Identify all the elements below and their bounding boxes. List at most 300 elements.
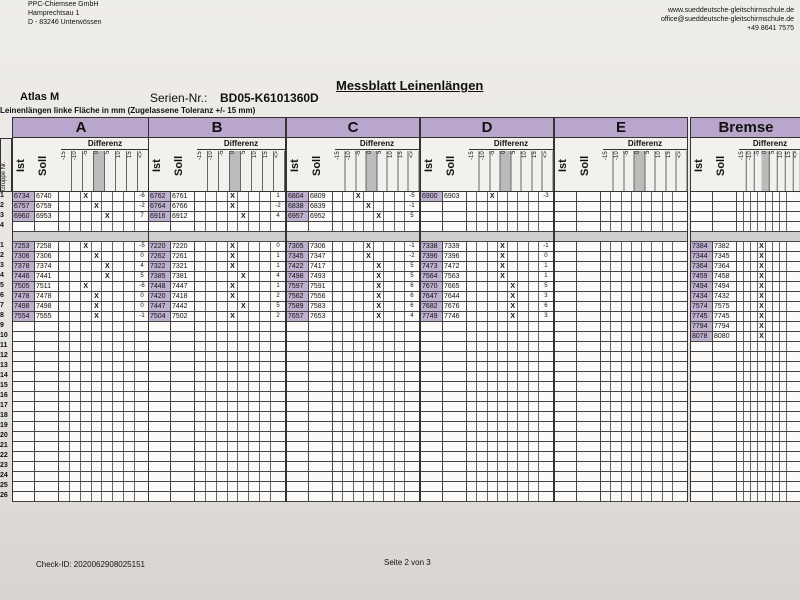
difference-cell[interactable] bbox=[59, 392, 70, 401]
difference-cell[interactable] bbox=[488, 392, 498, 401]
difference-cell[interactable] bbox=[249, 452, 260, 461]
ist-cell[interactable] bbox=[149, 482, 171, 491]
difference-cell[interactable] bbox=[642, 282, 652, 291]
difference-cell[interactable] bbox=[92, 492, 103, 501]
difference-cell[interactable] bbox=[395, 382, 405, 391]
difference-cell[interactable] bbox=[611, 192, 621, 201]
ist-cell[interactable] bbox=[555, 482, 577, 491]
difference-cell[interactable] bbox=[477, 452, 487, 461]
difference-cell[interactable] bbox=[622, 222, 632, 231]
difference-cell[interactable] bbox=[374, 402, 384, 411]
difference-cell[interactable]: X bbox=[508, 282, 518, 291]
difference-cell[interactable] bbox=[488, 312, 498, 321]
difference-cell[interactable] bbox=[744, 462, 751, 471]
soll-cell[interactable]: 7306 bbox=[309, 242, 333, 251]
difference-cell[interactable] bbox=[364, 312, 374, 321]
ist-cell[interactable] bbox=[149, 412, 171, 421]
difference-cell[interactable]: X bbox=[81, 192, 92, 201]
difference-cell[interactable] bbox=[374, 322, 384, 331]
ist-cell[interactable]: 7589 bbox=[287, 302, 309, 311]
difference-cell[interactable] bbox=[498, 212, 508, 221]
difference-cell[interactable] bbox=[70, 372, 81, 381]
difference-cell[interactable] bbox=[663, 492, 673, 501]
difference-cell[interactable] bbox=[354, 282, 364, 291]
soll-cell[interactable] bbox=[713, 352, 737, 361]
difference-cell[interactable] bbox=[518, 412, 528, 421]
ist-cell[interactable] bbox=[555, 362, 577, 371]
difference-cell[interactable] bbox=[773, 222, 780, 231]
difference-cell[interactable] bbox=[238, 452, 249, 461]
difference-cell[interactable] bbox=[228, 322, 239, 331]
difference-cell[interactable] bbox=[395, 222, 405, 231]
soll-cell[interactable] bbox=[171, 472, 195, 481]
difference-cell[interactable]: X bbox=[228, 192, 239, 201]
ist-cell[interactable] bbox=[287, 492, 309, 501]
difference-cell[interactable] bbox=[374, 382, 384, 391]
difference-cell[interactable] bbox=[518, 192, 528, 201]
difference-cell[interactable] bbox=[773, 272, 780, 281]
difference-cell[interactable] bbox=[217, 242, 228, 251]
difference-cell[interactable] bbox=[622, 452, 632, 461]
difference-cell[interactable] bbox=[744, 192, 751, 201]
difference-cell[interactable] bbox=[758, 382, 765, 391]
soll-cell[interactable]: 7665 bbox=[443, 282, 467, 291]
difference-cell[interactable] bbox=[737, 352, 744, 361]
difference-cell[interactable] bbox=[354, 422, 364, 431]
difference-cell[interactable] bbox=[364, 212, 374, 221]
difference-cell[interactable] bbox=[70, 402, 81, 411]
soll-cell[interactable] bbox=[443, 472, 467, 481]
difference-cell[interactable] bbox=[343, 282, 353, 291]
difference-cell[interactable] bbox=[601, 472, 611, 481]
difference-cell[interactable] bbox=[518, 392, 528, 401]
difference-cell[interactable] bbox=[333, 372, 343, 381]
soll-cell[interactable]: 6759 bbox=[35, 202, 59, 211]
difference-cell[interactable] bbox=[249, 222, 260, 231]
difference-cell[interactable] bbox=[333, 202, 343, 211]
difference-cell[interactable] bbox=[217, 312, 228, 321]
difference-cell[interactable] bbox=[195, 282, 206, 291]
difference-cell[interactable] bbox=[488, 352, 498, 361]
ist-cell[interactable] bbox=[691, 402, 713, 411]
difference-cell[interactable] bbox=[518, 312, 528, 321]
difference-cell[interactable] bbox=[652, 452, 662, 461]
difference-cell[interactable] bbox=[260, 492, 271, 501]
difference-cell[interactable] bbox=[467, 462, 477, 471]
difference-cell[interactable] bbox=[529, 412, 539, 421]
difference-cell[interactable] bbox=[384, 392, 394, 401]
soll-cell[interactable]: 7583 bbox=[309, 302, 333, 311]
difference-cell[interactable] bbox=[773, 422, 780, 431]
difference-cell[interactable] bbox=[395, 352, 405, 361]
ist-cell[interactable] bbox=[149, 402, 171, 411]
difference-cell[interactable]: X bbox=[228, 202, 239, 211]
difference-cell[interactable] bbox=[238, 382, 249, 391]
soll-cell[interactable] bbox=[171, 362, 195, 371]
difference-cell[interactable] bbox=[498, 332, 508, 341]
soll-cell[interactable] bbox=[309, 372, 333, 381]
difference-cell[interactable] bbox=[81, 262, 92, 271]
difference-cell[interactable] bbox=[518, 382, 528, 391]
difference-cell[interactable] bbox=[124, 442, 135, 451]
difference-cell[interactable] bbox=[780, 262, 787, 271]
difference-cell[interactable] bbox=[737, 362, 744, 371]
difference-cell[interactable] bbox=[632, 262, 642, 271]
difference-cell[interactable] bbox=[766, 372, 773, 381]
difference-cell[interactable] bbox=[622, 322, 632, 331]
ist-cell[interactable] bbox=[13, 402, 35, 411]
soll-cell[interactable]: 7746 bbox=[443, 312, 467, 321]
difference-cell[interactable] bbox=[467, 292, 477, 301]
soll-cell[interactable] bbox=[577, 302, 601, 311]
difference-cell[interactable] bbox=[206, 252, 217, 261]
soll-cell[interactable] bbox=[309, 322, 333, 331]
difference-cell[interactable] bbox=[529, 452, 539, 461]
ist-cell[interactable]: 6957 bbox=[287, 212, 309, 221]
difference-cell[interactable] bbox=[529, 302, 539, 311]
difference-cell[interactable] bbox=[632, 222, 642, 231]
difference-cell[interactable] bbox=[498, 362, 508, 371]
difference-cell[interactable] bbox=[384, 342, 394, 351]
soll-cell[interactable]: 7644 bbox=[443, 292, 467, 301]
difference-cell[interactable] bbox=[92, 242, 103, 251]
soll-cell[interactable] bbox=[443, 212, 467, 221]
difference-cell[interactable] bbox=[195, 262, 206, 271]
difference-cell[interactable] bbox=[384, 332, 394, 341]
ist-cell[interactable] bbox=[13, 462, 35, 471]
difference-cell[interactable] bbox=[663, 442, 673, 451]
difference-cell[interactable] bbox=[508, 242, 518, 251]
difference-cell[interactable] bbox=[766, 382, 773, 391]
difference-cell[interactable] bbox=[92, 222, 103, 231]
difference-cell[interactable] bbox=[508, 442, 518, 451]
difference-cell[interactable] bbox=[508, 332, 518, 341]
difference-cell[interactable] bbox=[632, 242, 642, 251]
difference-cell[interactable] bbox=[652, 472, 662, 481]
difference-cell[interactable] bbox=[737, 422, 744, 431]
difference-cell[interactable] bbox=[364, 282, 374, 291]
difference-cell[interactable] bbox=[642, 242, 652, 251]
difference-cell[interactable] bbox=[780, 422, 787, 431]
difference-cell[interactable]: X bbox=[228, 312, 239, 321]
difference-cell[interactable] bbox=[228, 332, 239, 341]
difference-cell[interactable] bbox=[395, 412, 405, 421]
difference-cell[interactable]: X bbox=[364, 252, 374, 261]
difference-cell[interactable] bbox=[488, 282, 498, 291]
difference-cell[interactable] bbox=[467, 372, 477, 381]
difference-cell[interactable] bbox=[238, 392, 249, 401]
difference-cell[interactable] bbox=[70, 212, 81, 221]
difference-cell[interactable] bbox=[364, 422, 374, 431]
difference-cell[interactable] bbox=[632, 282, 642, 291]
difference-cell[interactable] bbox=[518, 492, 528, 501]
difference-cell[interactable] bbox=[622, 332, 632, 341]
difference-cell[interactable] bbox=[737, 252, 744, 261]
difference-cell[interactable] bbox=[632, 192, 642, 201]
soll-cell[interactable]: 7653 bbox=[309, 312, 333, 321]
ist-cell[interactable]: 7749 bbox=[421, 312, 443, 321]
difference-cell[interactable] bbox=[488, 262, 498, 271]
difference-cell[interactable] bbox=[217, 492, 228, 501]
ist-cell[interactable] bbox=[555, 412, 577, 421]
ist-cell[interactable] bbox=[555, 192, 577, 201]
ist-cell[interactable] bbox=[421, 332, 443, 341]
ist-cell[interactable] bbox=[149, 322, 171, 331]
difference-cell[interactable] bbox=[518, 332, 528, 341]
difference-cell[interactable] bbox=[384, 202, 394, 211]
ist-cell[interactable] bbox=[149, 392, 171, 401]
difference-cell[interactable] bbox=[113, 272, 124, 281]
difference-cell[interactable] bbox=[113, 442, 124, 451]
difference-cell[interactable] bbox=[663, 422, 673, 431]
difference-cell[interactable] bbox=[529, 262, 539, 271]
difference-cell[interactable] bbox=[374, 342, 384, 351]
difference-cell[interactable] bbox=[663, 192, 673, 201]
soll-cell[interactable] bbox=[309, 382, 333, 391]
ist-cell[interactable] bbox=[13, 452, 35, 461]
difference-cell[interactable] bbox=[498, 472, 508, 481]
ist-cell[interactable] bbox=[13, 482, 35, 491]
ist-cell[interactable] bbox=[421, 362, 443, 371]
difference-cell[interactable] bbox=[498, 222, 508, 231]
difference-cell[interactable] bbox=[333, 422, 343, 431]
difference-cell[interactable] bbox=[780, 302, 787, 311]
difference-cell[interactable]: X bbox=[228, 292, 239, 301]
ist-cell[interactable] bbox=[13, 392, 35, 401]
ist-cell[interactable]: 6804 bbox=[287, 192, 309, 201]
difference-cell[interactable] bbox=[611, 452, 621, 461]
difference-cell[interactable] bbox=[773, 242, 780, 251]
difference-cell[interactable] bbox=[124, 212, 135, 221]
difference-cell[interactable] bbox=[652, 202, 662, 211]
difference-cell[interactable] bbox=[611, 202, 621, 211]
difference-cell[interactable] bbox=[343, 272, 353, 281]
ist-cell[interactable] bbox=[287, 362, 309, 371]
difference-cell[interactable] bbox=[195, 412, 206, 421]
difference-cell[interactable] bbox=[102, 222, 113, 231]
difference-cell[interactable] bbox=[384, 472, 394, 481]
difference-cell[interactable] bbox=[113, 472, 124, 481]
difference-cell[interactable] bbox=[113, 352, 124, 361]
difference-cell[interactable] bbox=[195, 192, 206, 201]
difference-cell[interactable] bbox=[601, 262, 611, 271]
difference-cell[interactable] bbox=[766, 282, 773, 291]
soll-cell[interactable] bbox=[577, 292, 601, 301]
ist-cell[interactable]: 7478 bbox=[13, 292, 35, 301]
difference-cell[interactable] bbox=[467, 402, 477, 411]
difference-cell[interactable]: X bbox=[759, 303, 764, 310]
difference-cell[interactable] bbox=[477, 392, 487, 401]
difference-cell[interactable] bbox=[384, 412, 394, 421]
difference-cell[interactable] bbox=[780, 202, 787, 211]
difference-cell[interactable] bbox=[81, 212, 92, 221]
ist-cell[interactable] bbox=[13, 412, 35, 421]
soll-cell[interactable] bbox=[171, 332, 195, 341]
difference-cell[interactable] bbox=[744, 442, 751, 451]
difference-cell[interactable] bbox=[217, 192, 228, 201]
difference-cell[interactable] bbox=[652, 352, 662, 361]
difference-cell[interactable]: X bbox=[374, 272, 384, 281]
difference-cell[interactable] bbox=[508, 462, 518, 471]
difference-cell[interactable] bbox=[766, 442, 773, 451]
difference-cell[interactable] bbox=[343, 362, 353, 371]
difference-cell[interactable] bbox=[102, 412, 113, 421]
difference-cell[interactable] bbox=[529, 322, 539, 331]
difference-cell[interactable] bbox=[395, 282, 405, 291]
difference-cell[interactable] bbox=[249, 192, 260, 201]
difference-cell[interactable] bbox=[773, 202, 780, 211]
difference-cell[interactable] bbox=[751, 442, 758, 451]
difference-cell[interactable] bbox=[70, 302, 81, 311]
difference-cell[interactable] bbox=[59, 252, 70, 261]
soll-cell[interactable] bbox=[713, 422, 737, 431]
difference-cell[interactable] bbox=[102, 342, 113, 351]
difference-cell[interactable] bbox=[766, 472, 773, 481]
difference-cell[interactable] bbox=[206, 192, 217, 201]
difference-cell[interactable] bbox=[508, 372, 518, 381]
ist-cell[interactable]: 7446 bbox=[13, 272, 35, 281]
difference-cell[interactable] bbox=[333, 312, 343, 321]
difference-cell[interactable] bbox=[395, 442, 405, 451]
ist-cell[interactable] bbox=[691, 222, 713, 231]
difference-cell[interactable] bbox=[249, 402, 260, 411]
difference-cell[interactable] bbox=[384, 352, 394, 361]
difference-cell[interactable] bbox=[217, 262, 228, 271]
difference-cell[interactable] bbox=[395, 252, 405, 261]
difference-cell[interactable] bbox=[124, 472, 135, 481]
difference-cell[interactable]: X bbox=[92, 202, 103, 211]
difference-cell[interactable] bbox=[642, 442, 652, 451]
ist-cell[interactable] bbox=[287, 422, 309, 431]
difference-cell[interactable] bbox=[343, 322, 353, 331]
soll-cell[interactable] bbox=[577, 242, 601, 251]
difference-cell[interactable] bbox=[260, 482, 271, 491]
ist-cell[interactable] bbox=[13, 432, 35, 441]
difference-cell[interactable] bbox=[333, 462, 343, 471]
difference-cell[interactable] bbox=[260, 352, 271, 361]
difference-cell[interactable] bbox=[354, 302, 364, 311]
difference-cell[interactable] bbox=[663, 372, 673, 381]
difference-cell[interactable] bbox=[663, 252, 673, 261]
difference-cell[interactable] bbox=[477, 252, 487, 261]
difference-cell[interactable] bbox=[652, 442, 662, 451]
ist-cell[interactable] bbox=[555, 302, 577, 311]
difference-cell[interactable] bbox=[780, 472, 787, 481]
difference-cell[interactable] bbox=[395, 202, 405, 211]
difference-cell[interactable] bbox=[744, 292, 751, 301]
difference-cell[interactable] bbox=[374, 252, 384, 261]
difference-cell[interactable] bbox=[780, 412, 787, 421]
difference-cell[interactable] bbox=[238, 332, 249, 341]
difference-cell[interactable] bbox=[766, 242, 773, 251]
difference-cell[interactable] bbox=[508, 382, 518, 391]
difference-cell[interactable] bbox=[102, 242, 113, 251]
soll-cell[interactable]: 7745 bbox=[713, 312, 737, 321]
soll-cell[interactable] bbox=[171, 372, 195, 381]
soll-cell[interactable] bbox=[443, 382, 467, 391]
soll-cell[interactable]: 7347 bbox=[309, 252, 333, 261]
soll-cell[interactable]: 8080 bbox=[713, 332, 737, 341]
difference-cell[interactable] bbox=[467, 222, 477, 231]
difference-cell[interactable] bbox=[343, 462, 353, 471]
soll-cell[interactable]: 7676 bbox=[443, 302, 467, 311]
soll-cell[interactable]: 7417 bbox=[309, 262, 333, 271]
difference-cell[interactable] bbox=[477, 292, 487, 301]
difference-cell[interactable] bbox=[124, 272, 135, 281]
ist-cell[interactable]: 7498 bbox=[13, 302, 35, 311]
difference-cell[interactable] bbox=[601, 292, 611, 301]
soll-cell[interactable] bbox=[443, 222, 467, 231]
difference-cell[interactable] bbox=[652, 292, 662, 301]
ist-cell[interactable] bbox=[555, 442, 577, 451]
difference-cell[interactable] bbox=[92, 212, 103, 221]
difference-cell[interactable] bbox=[758, 202, 765, 211]
ist-cell[interactable] bbox=[149, 332, 171, 341]
soll-cell[interactable] bbox=[309, 362, 333, 371]
difference-cell[interactable] bbox=[780, 242, 787, 251]
soll-cell[interactable] bbox=[713, 492, 737, 501]
difference-cell[interactable] bbox=[59, 432, 70, 441]
difference-cell[interactable] bbox=[632, 272, 642, 281]
ist-cell[interactable] bbox=[691, 192, 713, 201]
difference-cell[interactable] bbox=[70, 362, 81, 371]
soll-cell[interactable]: 7498 bbox=[35, 302, 59, 311]
difference-cell[interactable] bbox=[663, 312, 673, 321]
soll-cell[interactable] bbox=[713, 382, 737, 391]
difference-cell[interactable] bbox=[206, 292, 217, 301]
soll-cell[interactable] bbox=[35, 422, 59, 431]
ist-cell[interactable] bbox=[555, 402, 577, 411]
difference-cell[interactable] bbox=[744, 322, 751, 331]
difference-cell[interactable] bbox=[217, 432, 228, 441]
difference-cell[interactable] bbox=[632, 422, 642, 431]
difference-cell[interactable] bbox=[260, 392, 271, 401]
difference-cell[interactable] bbox=[780, 442, 787, 451]
difference-cell[interactable] bbox=[611, 222, 621, 231]
difference-cell[interactable] bbox=[217, 322, 228, 331]
difference-cell[interactable] bbox=[59, 332, 70, 341]
difference-cell[interactable] bbox=[477, 342, 487, 351]
soll-cell[interactable]: 7321 bbox=[171, 262, 195, 271]
difference-cell[interactable] bbox=[744, 452, 751, 461]
difference-cell[interactable] bbox=[113, 192, 124, 201]
difference-cell[interactable] bbox=[663, 332, 673, 341]
difference-cell[interactable] bbox=[780, 282, 787, 291]
difference-cell[interactable] bbox=[364, 272, 374, 281]
difference-cell[interactable] bbox=[59, 312, 70, 321]
ist-cell[interactable] bbox=[287, 342, 309, 351]
difference-cell[interactable] bbox=[59, 202, 70, 211]
difference-cell[interactable] bbox=[70, 472, 81, 481]
difference-cell[interactable] bbox=[632, 402, 642, 411]
difference-cell[interactable] bbox=[260, 322, 271, 331]
difference-cell[interactable] bbox=[488, 422, 498, 431]
difference-cell[interactable] bbox=[642, 472, 652, 481]
difference-cell[interactable] bbox=[384, 302, 394, 311]
ist-cell[interactable]: 7396 bbox=[421, 252, 443, 261]
difference-cell[interactable] bbox=[333, 332, 343, 341]
difference-cell[interactable] bbox=[102, 472, 113, 481]
difference-cell[interactable] bbox=[477, 492, 487, 501]
difference-cell[interactable] bbox=[611, 352, 621, 361]
difference-cell[interactable] bbox=[622, 442, 632, 451]
difference-cell[interactable] bbox=[92, 342, 103, 351]
difference-cell[interactable] bbox=[102, 202, 113, 211]
difference-cell[interactable] bbox=[260, 412, 271, 421]
difference-cell[interactable] bbox=[498, 442, 508, 451]
difference-cell[interactable] bbox=[773, 322, 780, 331]
difference-cell[interactable] bbox=[529, 272, 539, 281]
